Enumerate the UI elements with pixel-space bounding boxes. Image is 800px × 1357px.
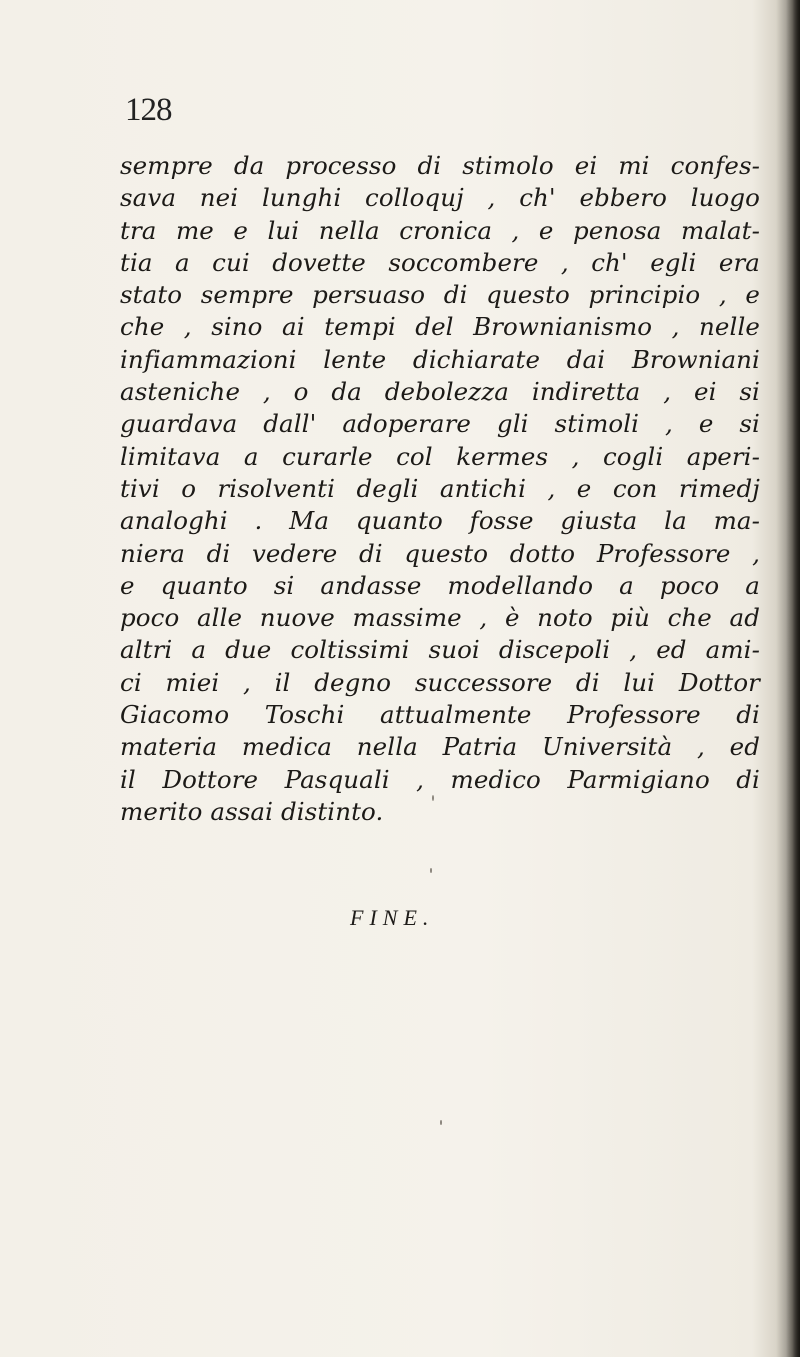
text-line: Giacomo Toschi attualmente Professore di — [120, 700, 760, 730]
text-line: altri a due coltissimi suoi discepoli , ed ami- — [120, 635, 760, 665]
text-line: poco alle nuove massime , è noto più che ad — [120, 603, 760, 633]
text-line: tra me e lui nella cronica , e penosa malat- — [120, 215, 760, 245]
text-line: che , sino ai tempi del Brownianismo , nelle — [120, 312, 760, 342]
page-number: 128 — [125, 92, 172, 128]
text-line: asteniche , o da debolezza indiretta , ei si — [120, 377, 760, 407]
text-line: infiammazioni lente dichiarate dai Browniani — [120, 344, 760, 374]
text-line: e quanto si andasse modellando a poco a — [120, 570, 760, 600]
text-line: merito assai distinto. — [120, 796, 384, 826]
text-line: ci miei , il degno successore di lui Dottor — [120, 667, 760, 697]
text-line: limitava a curarle col kermes , cogli aperi- — [120, 441, 760, 471]
text-line: tia a cui dovette soccombere , ch' egli era — [120, 247, 760, 277]
text-line: sava nei lunghi colloquj , ch' ebbero luogo — [120, 183, 760, 213]
text-line: stato sempre persuaso di questo principio , e — [120, 280, 760, 310]
body-text — [120, 150, 760, 828]
text-line: guardava dall' adoperare gli stimoli , e si — [120, 409, 760, 439]
text-line: tivi o risolventi degli antichi , e con rimedj — [120, 473, 760, 503]
ink-speck — [440, 1120, 442, 1125]
closing-fine: FINE. — [350, 905, 435, 930]
page-edge-shadow — [786, 0, 800, 1357]
text-line: niera di vedere di questo dotto Professore , — [120, 538, 760, 568]
text-line: materia medica nella Patria Università , ed — [120, 732, 760, 762]
text-line: il Dottore Pasquali , medico Parmigiano di — [120, 764, 760, 794]
text-line: sempre da processo di stimolo ei mi confes- — [120, 151, 760, 180]
ink-speck — [430, 868, 432, 873]
text-line: analoghi . Ma quanto fosse giusta la ma- — [120, 506, 760, 536]
ink-speck — [432, 795, 434, 801]
